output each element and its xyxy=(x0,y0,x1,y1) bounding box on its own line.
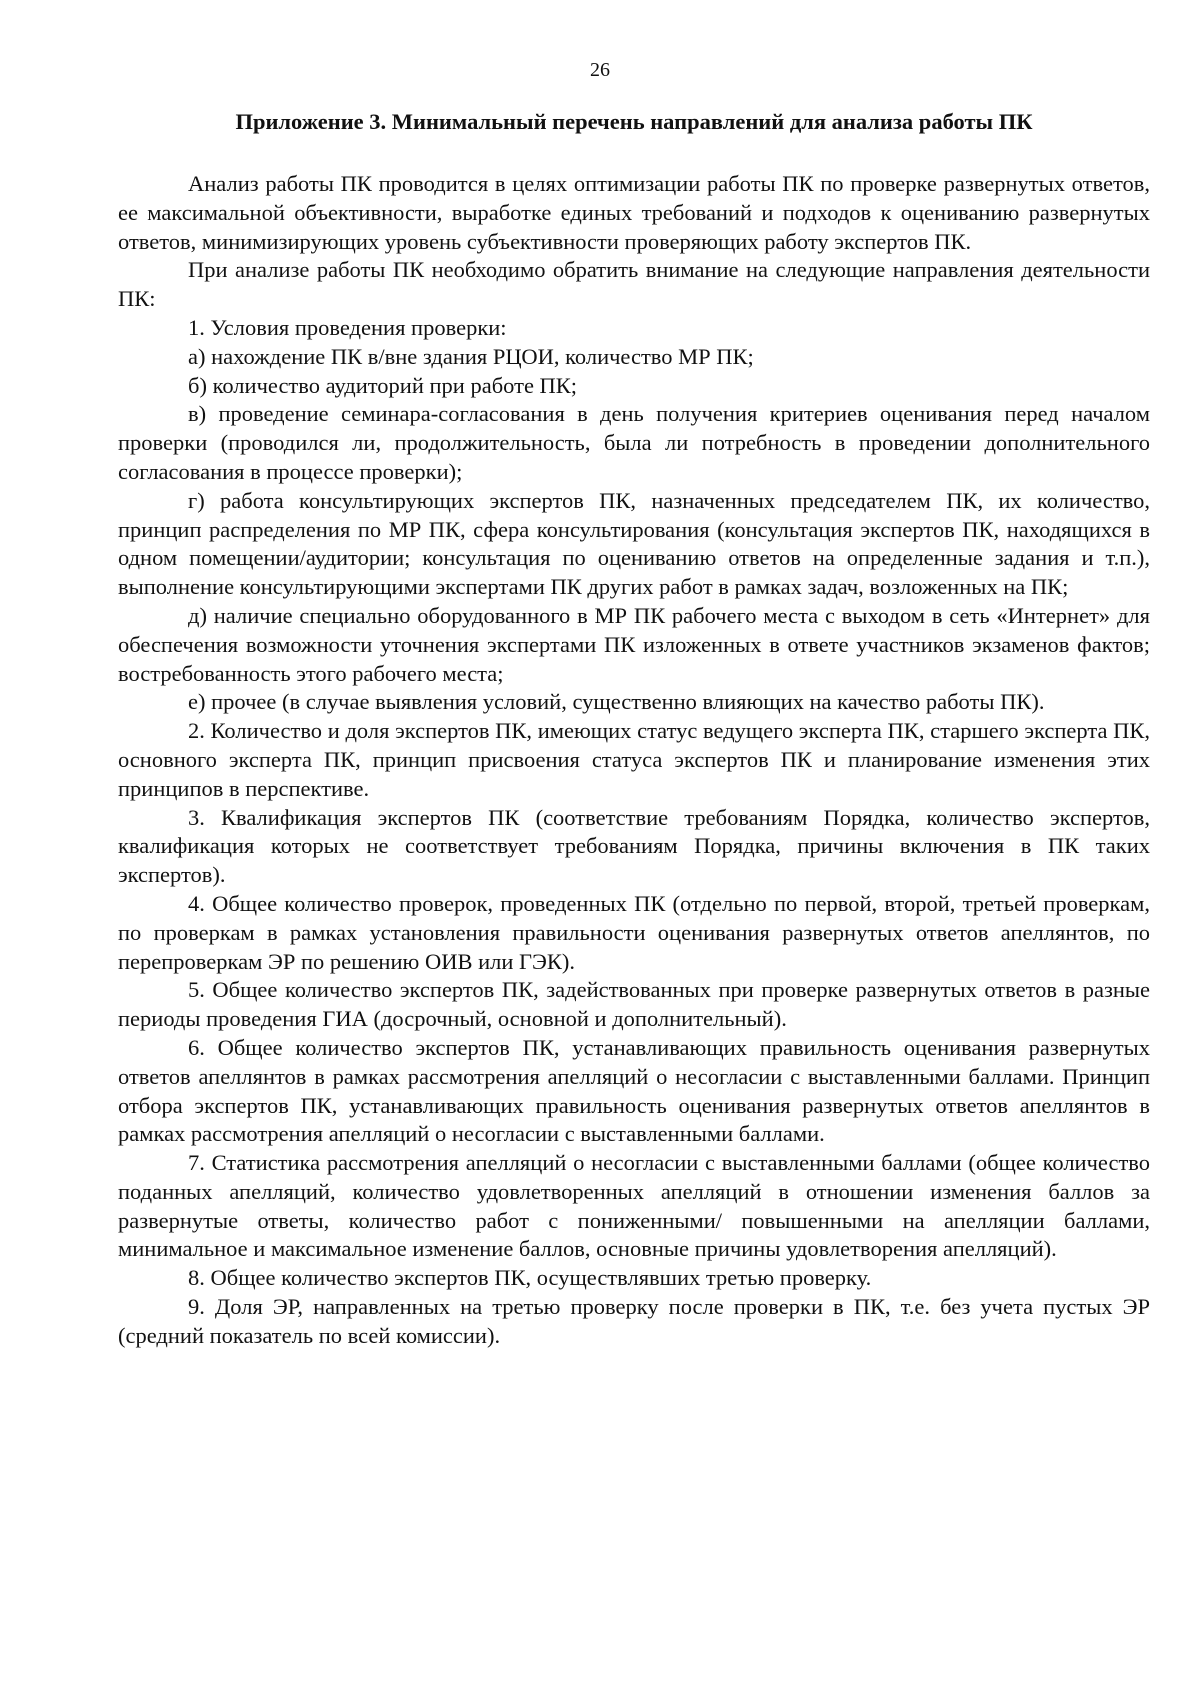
list-item-1: 1. Условия проведения проверки: xyxy=(188,314,507,340)
list-item-1v: в) проведение семинара-согласования в день получения критериев оценивания перед началом проверки (проводился ли, продолжительность, была ли потребность в проведении дополнительного согласования в процессе проверки); xyxy=(118,401,1150,484)
list-item-1b: б) количество аудиторий при работе ПК; xyxy=(188,372,578,398)
list-item-9: 9. Доля ЭР, направленных на третью проверку после проверки в ПК, т.е. без учета пустых ЭР (средний показатель по всей комиссии). xyxy=(118,1294,1150,1348)
page-number: 26 xyxy=(590,59,610,81)
list-item-5: 5. Общее количество экспертов ПК, задействованных при проверке развернутых ответов в разные периоды проведения ГИА (досрочный, основной и дополнительный). xyxy=(118,977,1150,1032)
document-body xyxy=(118,170,1150,1351)
list-item-1g: г) работа консультирующих экспертов ПК, назначенных председателем ПК, их количество, принцип распределения по МР ПК, сфера консультирования (консультация экспертов ПК, находящихся в одном помещении/аудитории; консультация по оцениванию ответов на определенные задания и т.п.), выполнение консультирующими экспертами ПК других работ в рамках задач, возложенных на ПК; xyxy=(118,487,1150,600)
list-item-4: 4. Общее количество проверок, проведенных ПК (отдельно по первой, второй, третьей проверкам, по проверкам в рамках установления правильности оценивания развернутых ответов апеллянтов, по перепроверкам ЭР по решению ОИВ или ГЭК). xyxy=(118,890,1150,974)
list-item-1a: а) нахождение ПК в/вне здания РЦОИ, количество МР ПК; xyxy=(188,343,754,369)
list-item-8: 8. Общее количество экспертов ПК, осуществлявших третью проверку. xyxy=(188,1265,872,1291)
appendix-title: Приложение 3. Минимальный перечень направлений для анализа работы ПК xyxy=(235,109,1033,134)
list-item-7: 7. Статистика рассмотрения апелляций о несогласии с выставленными баллами (общее количество поданных апелляций, количество удовлетворенных апелляций в отношении изменения баллов за развернутые ответы, количество работ с пониженными/ повышенными на апелляции баллами, минимальное и максимальное изменение баллов, основные причины удовлетворения апелляций). xyxy=(118,1150,1150,1262)
list-item-6: 6. Общее количество экспертов ПК, устанавливающих правильность оценивания развернутых ответов апеллянтов в рамках рассмотрения апелляций о несогласии с выставленными баллами. Принцип отбора экспертов ПК, устанавливающих правильность оценивания развернутых ответов апеллянтов в рамках рассмотрения апелляций о несогласии с выставленными баллами. xyxy=(118,1034,1150,1147)
paragraph-directions: При анализе работы ПК необходимо обратить внимание на следующие направления деятельности ПК: xyxy=(118,257,1150,312)
list-item-3: 3. Квалификация экспертов ПК (соответствие требованиям Порядка, количество экспертов, квалификация которых не соответствует требованиям Порядка, причины включения в ПК таких экспертов). xyxy=(118,804,1150,888)
list-item-1e: е) прочее (в случае выявления условий, существенно влияющих на качество работы ПК). xyxy=(188,689,1045,715)
list-item-1d: д) наличие специально оборудованного в МР ПК рабочего места с выходом в сеть «Интернет» для обеспечения возможности уточнения экспертами ПК изложенных в ответе участников экзаменов фактов; востребованность этого рабочего места; xyxy=(118,602,1150,686)
paragraph-intro: Анализ работы ПК проводится в целях оптимизации работы ПК по проверке развернутых ответов, ее максимальной объективности, выработке единых требований и подходов к оцениванию развернутых ответов, минимизирующих уровень субъективности проверяющих работу экспертов ПК. xyxy=(118,171,1150,254)
list-item-2: 2. Количество и доля экспертов ПК, имеющих статус ведущего эксперта ПК, старшего эксперта ПК, основного эксперта ПК, принцип присвоения статуса экспертов ПК и планирование изменения этих принципов в перспективе. xyxy=(118,718,1150,801)
